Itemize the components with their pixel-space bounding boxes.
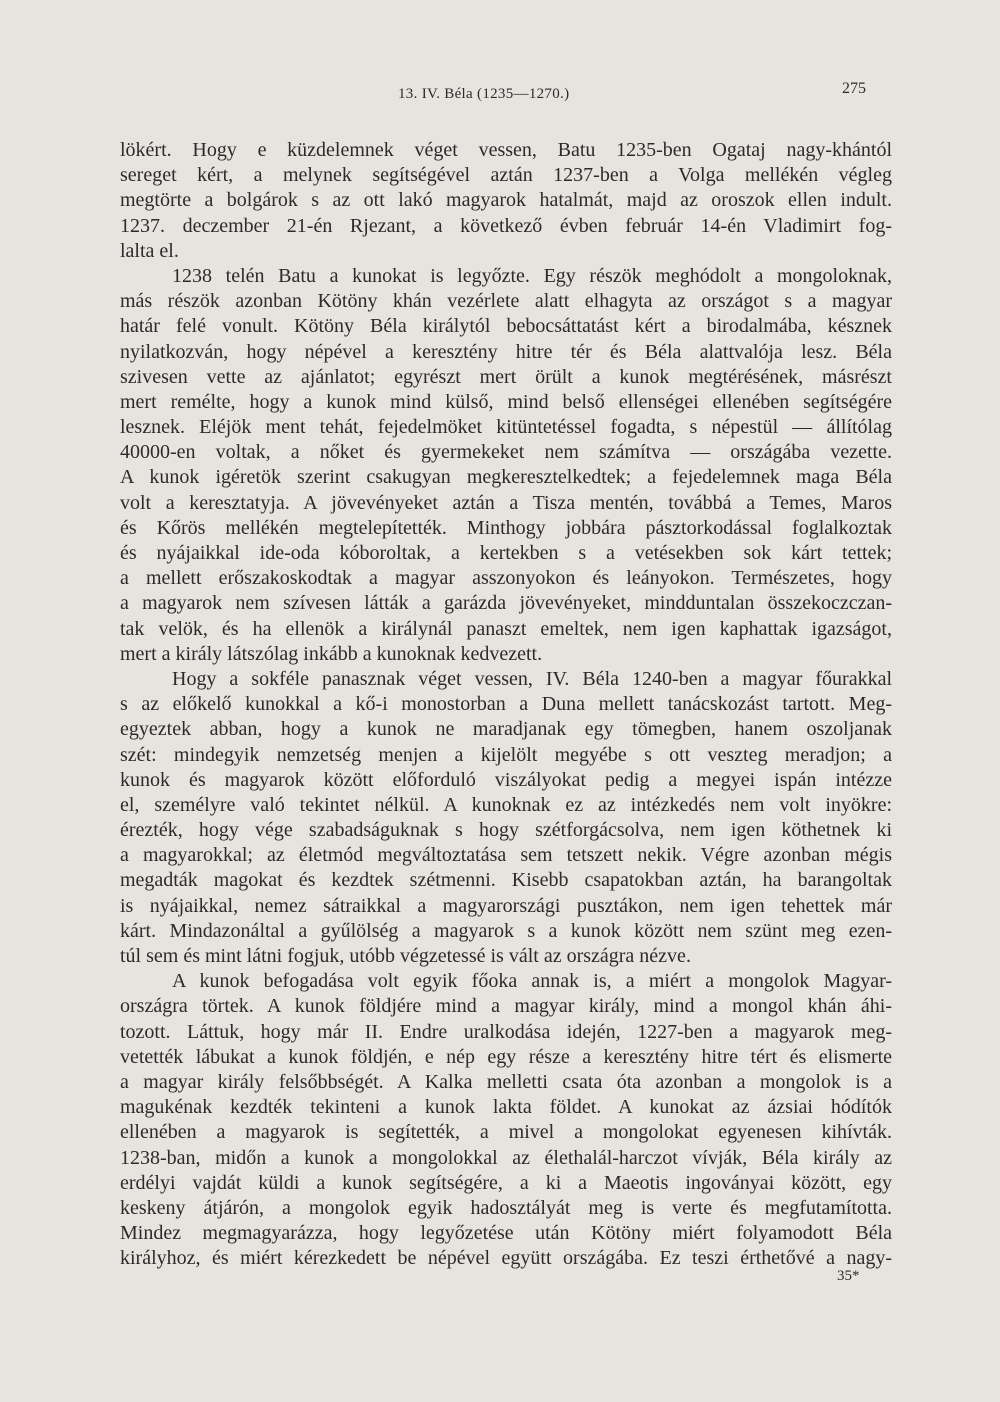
text-line: és Kőrös mellékén megtelepítették. Minthogy jobbára pásztorkodással foglalkoztak — [120, 516, 892, 539]
text-line: 1238-ban, midőn a kunok a mongolokkal az élethalál-harczot vívják, Béla király az — [120, 1146, 892, 1169]
text-line: határ felé vonult. Kötöny Béla királytól bebocsáttatást kért a birodalmába, késznek — [120, 315, 892, 338]
text-line: szét: mindegyik nemzetség menjen a kijelölt megyébe s ott veszteg meradjon; a — [120, 743, 892, 766]
text-line: lökért. Hogy e küzdelemnek véget vessen, Batu 1235-ben Ogataj nagy-khántól — [120, 139, 892, 161]
text-line: keskeny átjárón, a mongolok egyik hadosztályát meg is verte és megfutamította. — [120, 1196, 892, 1219]
paragraph — [120, 138, 892, 264]
paragraph — [120, 667, 892, 969]
text-line: kunok és magyarok között előforduló viszályokat pedig a megyei ispán intézze — [120, 768, 892, 791]
text-line: ellenében a magyarok is segítették, a mivel a mongolokat egyenesen kihívták. — [120, 1121, 892, 1144]
text-line: megtörte a bolgárok s az ott lakó magyarok hatalmát, majd az oroszok ellen indult. — [120, 189, 892, 212]
text-line: túl sem és mint látni fogjuk, utóbb végzetessé is vált az országra nézve. — [120, 945, 691, 967]
text-line: lesznek. Eléjök ment tehát, fejedelmöket kitüntetéssel fogadta, s népestül — állítólag — [120, 416, 892, 439]
text-line: s az előkelő kunokkal a kő-i monostorban a Duna mellett tanácskozást tartott. Meg- — [120, 693, 892, 716]
text-line: a magyarok nem szívesen látták a garázda jövevényeket, mindduntalan összekoczczan- — [120, 592, 892, 615]
text-line: mert a király látszólag inkább a kunoknak kedvezett. — [120, 642, 543, 665]
text-line: tak velök, és ha ellenök a királynál panaszt emeltek, nem igen kaphattak igazságot, — [120, 617, 892, 640]
text-line: mert remélte, hogy a kunok mind külső, mind belső ellenségei ellenében segítségére — [120, 390, 892, 413]
signature-mark: 35* — [837, 1268, 860, 1284]
text-line: a magyarokkal; az életmód megváltoztatása sem tetszett nekik. Végre azonban mégis — [120, 844, 892, 867]
text-line: tozott. Láttuk, hogy már II. Endre uralkodása idején, 1227-ben a magyarok meg- — [120, 1020, 892, 1043]
text-line: érezték, hogy vége szabadságuknak s hogy szétforgácsolva, nem igen köthetnek ki — [120, 819, 892, 842]
text-line: A kunok igéretök szerint csakugyan megkeresztelkedtek; a fejedelemnek maga Béla — [120, 466, 892, 489]
text-line: lalta el. — [120, 239, 179, 262]
text-line: más részök azonban Kötöny khán vezérlete alatt elhagyta az országot s a magyar — [120, 290, 892, 313]
text-line: Hogy a sokféle panasznak véget vessen, IV. Béla 1240-ben a magyar főurakkal — [172, 667, 892, 690]
text-line: Mindez megmagyarázza, hogy legyőzetése után Kötöny miért folyamodott Béla — [120, 1222, 892, 1245]
text-line: és nyájaikkal ide-oda kóboroltak, a kertekben s a vetésekben sok kárt tettek; — [120, 542, 892, 564]
text-line: erdélyi vajdát küldi a kunok segítségére, a ki a Maeotis ingoványai között, egy — [120, 1171, 892, 1194]
text-line: szivesen vette az ajánlatot; egyrészt mert örült a kunok megtérésének, másrészt — [120, 365, 892, 388]
text-line: el, személyre való tekintet nélkül. A kunoknak ez az intézkedés nem volt inyökre: — [120, 793, 892, 816]
text-line: 1238 telén Batu a kunokat is legyőzte. Egy részök meghódolt a mongoloknak, — [172, 264, 892, 287]
text-line: nyilatkozván, hogy népével a keresztény hitre tér és Béla alattvalója lesz. Béla — [120, 340, 892, 363]
text-line: országra törtek. A kunok földjére mind a magyar király, mind a mongol khán áhi- — [120, 995, 892, 1018]
text-line: is nyájaikkal, nemez sátraikkal a magyarországi pusztákon, nem igen tehettek már — [120, 894, 892, 917]
page-number: 275 — [842, 80, 866, 97]
page-header — [0, 80, 1000, 112]
text-line: kárt. Mindazonáltal a gyűlölség a magyarok s a kunok között nem szünt meg ezen- — [120, 919, 892, 942]
text-line: a magyar király felsőbbségét. A Kalka melletti csata óta azonban a mongolok is a — [120, 1070, 892, 1093]
text-line: egyeztek abban, hogy a kunok ne maradjanak egy tömegben, hanem oszoljanak — [120, 718, 892, 741]
text-line: volt a keresztatyja. A jövevényeket aztán a Tisza mentén, továbbá a Temes, Maros — [120, 491, 892, 514]
text-line: vetették lábukat a kunok földjén, e nép egy része a keresztény hitre tért és elismerte — [120, 1045, 892, 1068]
running-head: 13. IV. Béla (1235—1270.) — [398, 86, 570, 102]
text-line: magukénak kezdték tekinteni a kunok lakta földet. A kunokat az ázsiai hódítók — [120, 1096, 892, 1119]
text-line: A kunok befogadása volt egyik főoka annak is, a miért a mongolok Magyar- — [172, 970, 892, 993]
text-line: királyhoz, és miért kérezkedett be népével együtt országába. Ez teszi érthetővé a nagy- — [120, 1247, 892, 1270]
text-line: megadták magokat és kezdtek szétmenni. Kisebb csapatokban aztán, ha barangoltak — [120, 869, 892, 892]
body-text — [120, 138, 892, 1271]
text-line: 1237. deczember 21-én Rjezant, a következő évben február 14-én Vladimirt fog- — [120, 214, 892, 237]
text-line: 40000-en voltak, a nőket és gyermekeket nem számítva — országába vezette. — [120, 441, 892, 464]
text-line: a mellett erőszakoskodtak a magyar asszonyokon és leányokon. Természetes, hogy — [120, 567, 892, 590]
paragraph — [120, 264, 892, 667]
paragraph — [120, 969, 892, 1271]
text-line: sereget kért, a melynek segítségével aztán 1237-ben a Volga mellékén végleg — [120, 164, 892, 187]
